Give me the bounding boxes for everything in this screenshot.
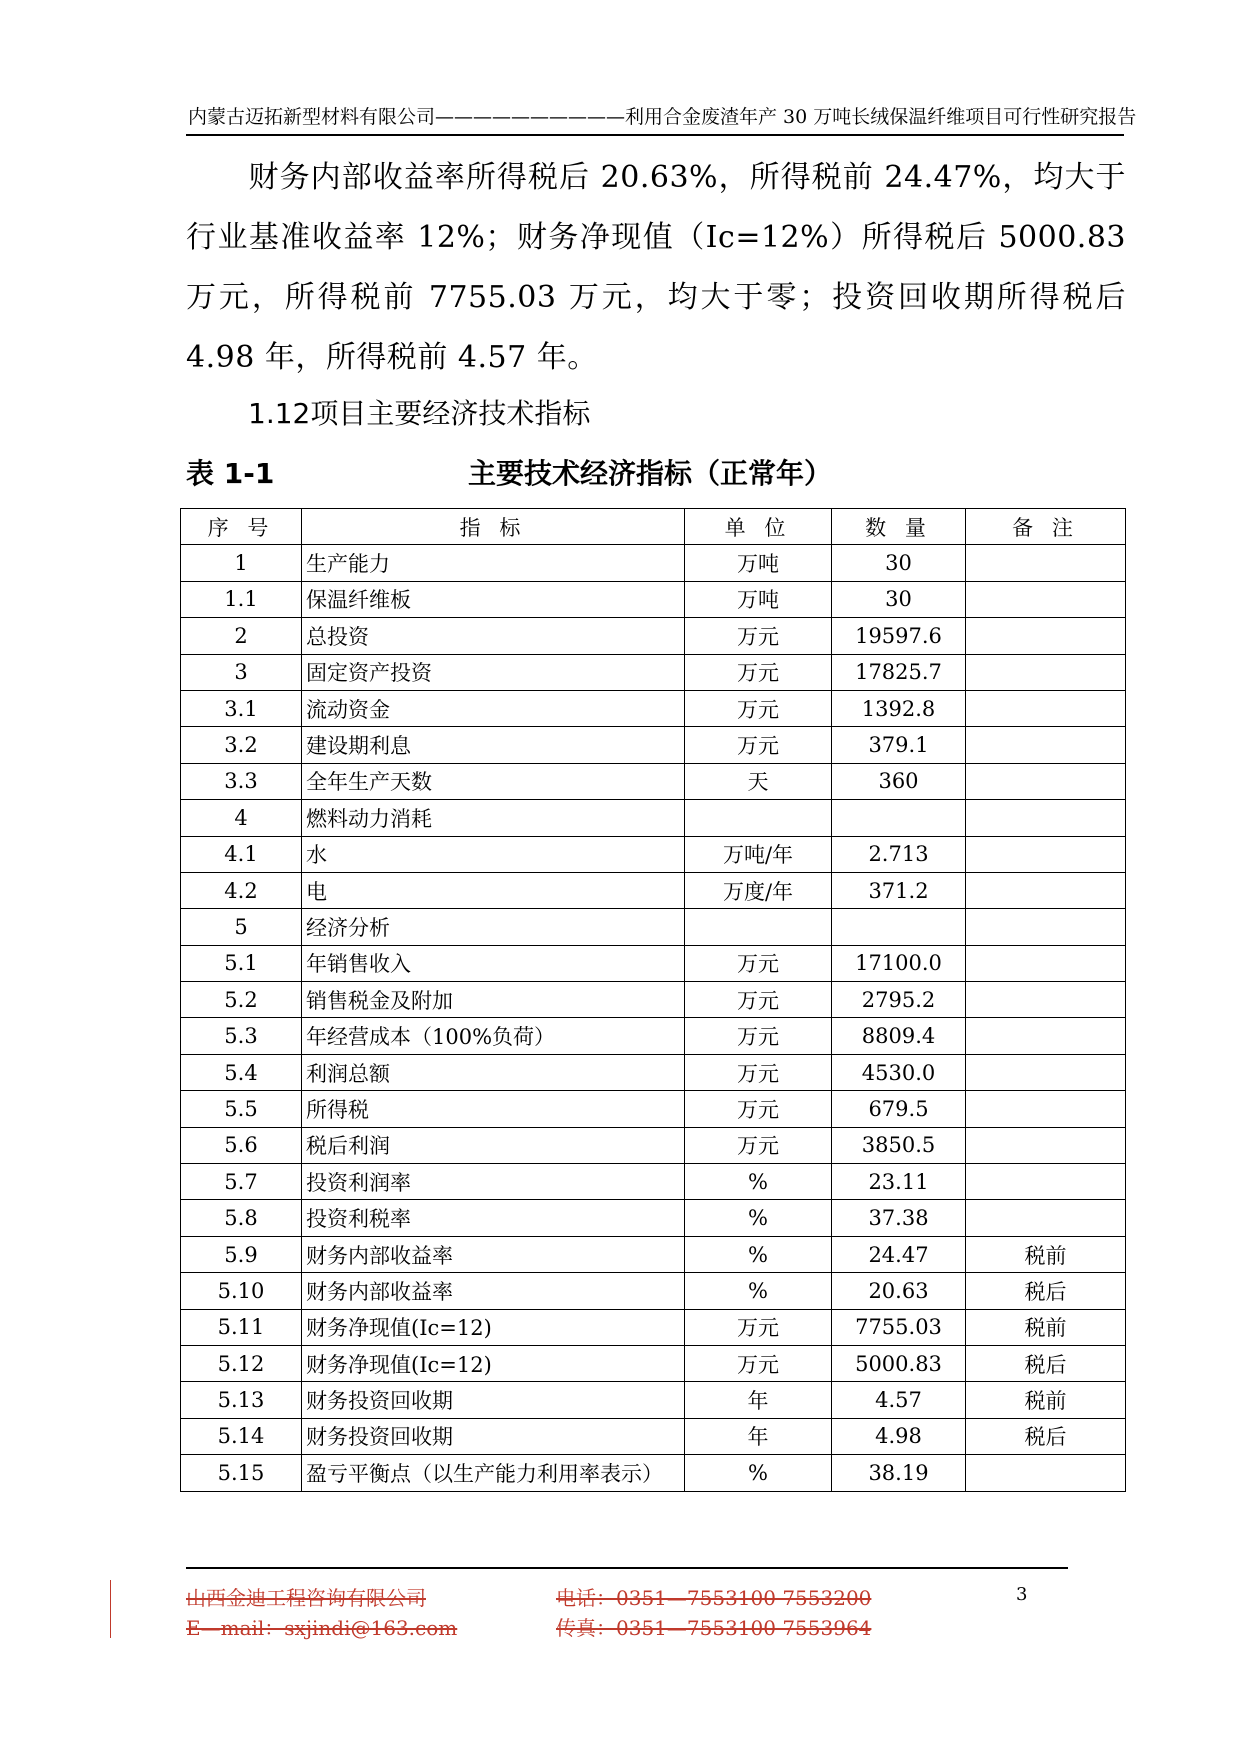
cell-indicator: 盈亏平衡点（以生产能力利用率表示） [302,1455,685,1491]
table-row [181,654,1126,690]
footer-phone: 电话：0351—7553100 7553200 [556,1586,872,1610]
cell-unit: 万元 [685,1127,832,1163]
cell-unit: 万度/年 [685,872,832,908]
cell-unit: 万元 [685,654,832,690]
cell-note [966,545,1126,581]
cell-quantity: 20.63 [832,1273,966,1309]
cell-indicator: 财务内部收益率 [302,1273,685,1309]
table-row [181,1054,1126,1090]
table-row [181,1164,1126,1200]
cell-note [966,581,1126,617]
cell-note [966,1200,1126,1236]
indicators-table [180,508,1126,1492]
table-header-row [181,509,1126,545]
cell-unit: 天 [685,763,832,799]
cell-unit: 年 [685,1418,832,1454]
cell-indicator: 年经营成本（100%负荷） [302,1018,685,1054]
cell-quantity: 24.47 [832,1236,966,1272]
cell-quantity: 7755.03 [832,1309,966,1345]
header-indicator: 指 标 [302,509,685,545]
header-no: 序 号 [181,509,302,545]
cell-quantity: 360 [832,763,966,799]
cell-no: 5.10 [181,1273,302,1309]
cell-no: 5.2 [181,982,302,1018]
cell-note: 税前 [966,1309,1126,1345]
cell-unit: % [685,1164,832,1200]
cell-unit: 万元 [685,1054,832,1090]
cell-unit: 万吨/年 [685,836,832,872]
cell-no: 5 [181,909,302,945]
cell-quantity: 4.98 [832,1418,966,1454]
cell-note [966,1091,1126,1127]
table-title: 主要技术经济指标（正常年） [468,457,833,490]
cell-indicator: 保温纤维板 [302,581,685,617]
cell-no: 5.5 [181,1091,302,1127]
cell-note: 税前 [966,1236,1126,1272]
cell-no: 5.12 [181,1345,302,1381]
cell-note: 税后 [966,1273,1126,1309]
footer-fax: 传真：0351—7553100 7553964 [556,1616,872,1640]
cell-no: 4.1 [181,836,302,872]
cell-no: 4 [181,800,302,836]
header-quantity: 数 量 [832,509,966,545]
cell-no: 1 [181,545,302,581]
cell-indicator: 水 [302,836,685,872]
page-number: 3 [1016,1584,1028,1605]
cell-indicator: 电 [302,872,685,908]
cell-note [966,982,1126,1018]
table-row [181,763,1126,799]
cell-note [966,618,1126,654]
cell-indicator: 投资利润率 [302,1164,685,1200]
cell-indicator: 投资利税率 [302,1200,685,1236]
cell-no: 3.2 [181,727,302,763]
cell-quantity [832,800,966,836]
cell-no: 5.3 [181,1018,302,1054]
table-row [181,982,1126,1018]
footer-line-1 [186,1582,871,1611]
cell-no: 5.14 [181,1418,302,1454]
cell-note [966,836,1126,872]
cell-note [966,945,1126,981]
cell-quantity: 30 [832,581,966,617]
table-row [181,1273,1126,1309]
cell-indicator: 所得税 [302,1091,685,1127]
cell-no: 5.13 [181,1382,302,1418]
table-row [181,1418,1126,1454]
cell-note: 税后 [966,1418,1126,1454]
cell-quantity: 371.2 [832,872,966,908]
cell-unit: 万元 [685,945,832,981]
cell-unit: 万元 [685,1018,832,1054]
cell-quantity: 4530.0 [832,1054,966,1090]
footer-rule [186,1567,1068,1569]
table-row [181,727,1126,763]
footer-company: 山西金迪工程咨询有限公司 [186,1586,426,1610]
cell-quantity: 2.713 [832,836,966,872]
cell-indicator: 年销售收入 [302,945,685,981]
cell-unit: % [685,1200,832,1236]
cell-indicator: 财务投资回收期 [302,1382,685,1418]
table-row [181,1018,1126,1054]
cell-no: 5.8 [181,1200,302,1236]
cell-note [966,690,1126,726]
cell-no: 5.7 [181,1164,302,1200]
cell-unit [685,800,832,836]
cell-quantity: 37.38 [832,1200,966,1236]
cell-indicator: 销售税金及附加 [302,982,685,1018]
cell-unit: 万元 [685,1345,832,1381]
cell-note [966,1054,1126,1090]
cell-no: 5.9 [181,1236,302,1272]
cell-unit: 万元 [685,982,832,1018]
cell-indicator: 燃料动力消耗 [302,800,685,836]
cell-indicator: 财务净现值(Ic=12) [302,1309,685,1345]
table-row [181,618,1126,654]
table-row [181,1309,1126,1345]
table-row [181,1127,1126,1163]
cell-no: 5.11 [181,1309,302,1345]
cell-indicator: 财务内部收益率 [302,1236,685,1272]
cell-quantity: 1392.8 [832,690,966,726]
cell-note [966,763,1126,799]
cell-indicator: 生产能力 [302,545,685,581]
cell-note [966,800,1126,836]
cell-indicator: 全年生产天数 [302,763,685,799]
cell-no: 5.6 [181,1127,302,1163]
cell-quantity: 679.5 [832,1091,966,1127]
cell-note [966,654,1126,690]
table-row [181,800,1126,836]
cell-note [966,1127,1126,1163]
cell-note [966,1455,1126,1491]
table-row [181,909,1126,945]
table-row [181,1345,1126,1381]
cell-no: 4.2 [181,872,302,908]
cell-unit [685,909,832,945]
table-row [181,836,1126,872]
table-row [181,872,1126,908]
table-row [181,690,1126,726]
cell-indicator: 税后利润 [302,1127,685,1163]
table-row [181,581,1126,617]
header-rule [186,134,1124,136]
cell-indicator: 利润总额 [302,1054,685,1090]
table-body [181,545,1126,1491]
cell-note [966,872,1126,908]
table-row [181,545,1126,581]
cell-quantity: 379.1 [832,727,966,763]
cell-indicator: 建设期利息 [302,727,685,763]
cell-unit: 万元 [685,1309,832,1345]
header-note: 备 注 [966,509,1126,545]
cell-unit: 万元 [685,727,832,763]
cell-unit: % [685,1236,832,1272]
cell-quantity: 30 [832,545,966,581]
cell-unit: % [685,1273,832,1309]
cell-no: 3 [181,654,302,690]
cell-no: 1.1 [181,581,302,617]
cell-note [966,727,1126,763]
table-row [181,1200,1126,1236]
footer-line-2 [186,1612,871,1641]
cell-no: 5.1 [181,945,302,981]
cell-unit: 万吨 [685,545,832,581]
cell-indicator: 总投资 [302,618,685,654]
cell-unit: 万元 [685,690,832,726]
footer-email: E—mail：sxjindi@163.com [186,1616,458,1640]
cell-indicator: 固定资产投资 [302,654,685,690]
cell-note: 税后 [966,1345,1126,1381]
header-unit: 单 位 [685,509,832,545]
cell-quantity: 38.19 [832,1455,966,1491]
cell-quantity: 3850.5 [832,1127,966,1163]
footer-margin-bar [110,1580,111,1638]
table-row [181,1382,1126,1418]
cell-quantity: 17100.0 [832,945,966,981]
cell-no: 2 [181,618,302,654]
table-row [181,1236,1126,1272]
cell-quantity: 2795.2 [832,982,966,1018]
table-row [181,1091,1126,1127]
cell-unit: % [685,1455,832,1491]
cell-unit: 万元 [685,618,832,654]
running-header: 内蒙古迈拓新型材料有限公司——————————利用合金废渣年产 30 万吨长绒保温纤维项目可行性研究报告 [188,106,1137,128]
table-row [181,1455,1126,1491]
section-heading: 1.12项目主要经济技术指标 [248,397,591,430]
cell-quantity: 4.57 [832,1382,966,1418]
table-row [181,945,1126,981]
cell-note [966,1164,1126,1200]
cell-quantity: 23.11 [832,1164,966,1200]
cell-quantity: 5000.83 [832,1345,966,1381]
cell-indicator: 财务净现值(Ic=12) [302,1345,685,1381]
cell-unit: 年 [685,1382,832,1418]
table-number: 表 1-1 [186,457,275,490]
cell-no: 5.4 [181,1054,302,1090]
body-paragraph [186,148,1126,388]
cell-indicator: 流动资金 [302,690,685,726]
cell-unit: 万吨 [685,581,832,617]
cell-quantity: 19597.6 [832,618,966,654]
cell-quantity: 8809.4 [832,1018,966,1054]
cell-quantity: 17825.7 [832,654,966,690]
cell-no: 5.15 [181,1455,302,1491]
body-paragraph-text: 财务内部收益率所得税后 20.63%，所得税前 24.47%，均大于行业基准收益率 12%；财务净现值（Ic=12%）所得税后 5000.83 万元，所得税前 7755.03 万元，均大于零；投资回收期所得税后 4.98 年，所得税前 4.57 年。 [186,160,1126,375]
cell-no: 3.3 [181,763,302,799]
cell-note [966,909,1126,945]
cell-unit: 万元 [685,1091,832,1127]
cell-quantity [832,909,966,945]
cell-note [966,1018,1126,1054]
cell-indicator: 财务投资回收期 [302,1418,685,1454]
cell-indicator: 经济分析 [302,909,685,945]
cell-note: 税前 [966,1382,1126,1418]
cell-no: 3.1 [181,690,302,726]
